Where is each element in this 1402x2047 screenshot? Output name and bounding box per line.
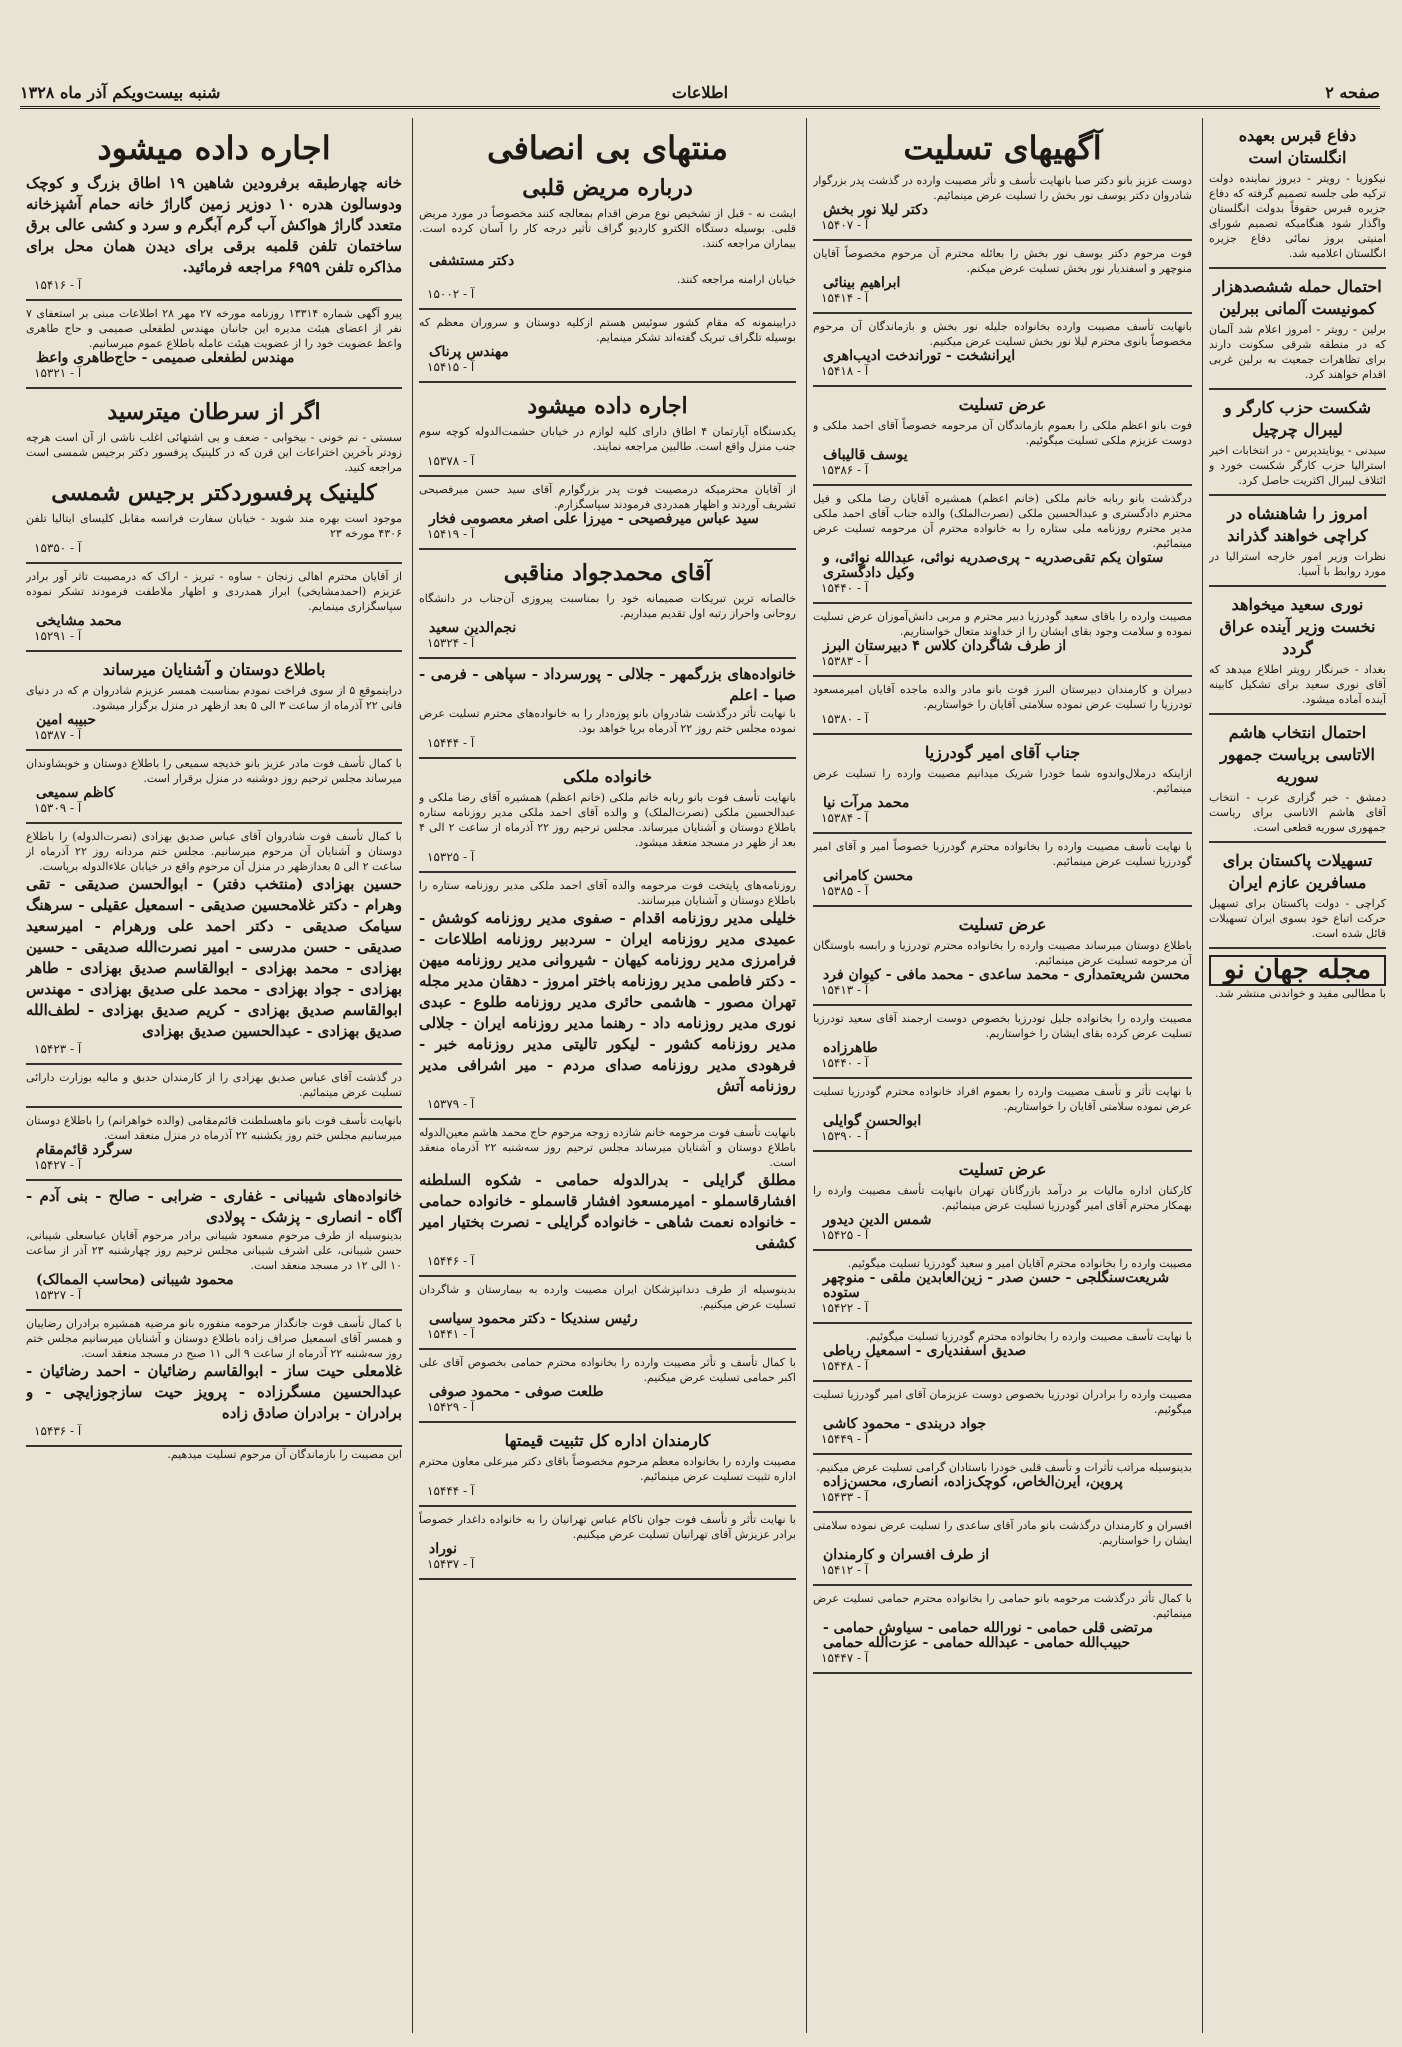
ad-body: بدینوسیله از طرف دندانپزشکان ایران مصیبت وارده به بیمارستان و شاگردان تسلیت عرض میکنیم. xyxy=(419,1283,796,1311)
ad-code: ۱۵۴۲۵ - آ xyxy=(821,1228,869,1242)
news-body: کراچی - دولت پاکستان برای تسهیل حرکت اتباع خود بسوی ایران تسهیلات قائل شده است. xyxy=(1209,897,1386,940)
magazine-ad-body: با مطالبی مفید و خواندنی منتشر شد. xyxy=(1215,987,1386,1000)
ad-title: منتهای بی انصافی xyxy=(486,129,729,167)
ad-signature: مهندس پرناک xyxy=(429,344,509,360)
ad-list: خلیلی مدیر روزنامه اقدام - صفوی مدیر روزنامه کوشش - عمیدی مدیر روزنامه ایران - سردبیر روزنامه اطلاعات - فرامرزی مدیر روزنامه کیهان - شیروانی مدیر روزنامه میهن - دکتر فاطمی مدیر روزنامه باختر امروز - دهقان مدیر مجله تهران مصور - هاشمی حائری مدیر روزنامه طلوع - عبدی نوری مدیر روزنامه داد - رهنما مدیر روزنامه ایران - جلالی مدیر روزنامه کشور - لیکور تالیتی مدیر روزنامه خبر - فرهودی مدیر روزنامه صدای مردم - میر اشرافی مدیر روزنامه آتش xyxy=(419,909,796,1095)
ad-signature: محمد مشایخی xyxy=(36,613,122,629)
ad-body: مصیبت وارده را برادران تودرزیا بخصوص دوست عزیزمان آقای امیر گودرزیا تسلیت میگوئیم. xyxy=(813,1388,1192,1416)
ad-block xyxy=(813,1455,1192,1513)
ad-code: ۱۵۴۲۲ - آ xyxy=(821,1301,869,1315)
news-headline: نوری سعید میخواهد نخست وزیر آینده عراق گردد xyxy=(1219,595,1376,658)
ad-code: ۱۵۳۵۰ - آ xyxy=(34,541,82,555)
ad-block xyxy=(419,1277,796,1350)
page-header xyxy=(20,78,1380,109)
news-body: سیدنی - یونایتدپرس - در انتخابات اخیر استرالیا حزب کارگر شکست خورد و ائتلاف لیبرال اکثریت حاصل کرد. xyxy=(1209,444,1386,487)
ad-signature: رئیس سندیکا - دکتر محمود سیاسی xyxy=(429,1311,638,1327)
ad-body: بدینوسیله مراتب تأثرات و تأسف قلبی خودرا باستادان گرامی تسلیت عرض میکنیم. xyxy=(816,1461,1192,1474)
ad-signature: ابوالحسن گوایلی xyxy=(823,1113,922,1129)
news-headline: شکست حزب کارگر و لیبرال چرچیل xyxy=(1223,398,1372,439)
page-number: صفحه ۲ xyxy=(1325,82,1380,102)
ad-block xyxy=(419,477,796,550)
ad-code: ۱۵۲۹۱ - آ xyxy=(34,629,82,643)
ad-code: ۱۵۴۴۷ - آ xyxy=(821,1651,869,1665)
ad-code: ۱۵۳۰۹ - آ xyxy=(34,801,82,815)
ad-block xyxy=(26,301,402,389)
ad-block xyxy=(26,118,402,301)
ad-code: ۱۵۳۸۴ - آ xyxy=(821,811,869,825)
ad-block xyxy=(813,241,1192,314)
ad-code: ۱۵۴۱۵ - آ xyxy=(427,360,475,374)
ad-block xyxy=(419,1350,796,1423)
ad-body: بانهایت تأسف فوت بانو ربابه خانم ملکی (خانم اعظم) همشیره آقای رضا ملکی و عبدالحسین ملکی (نصرت‌الملک) و والده آقای احمد ملکی مدیر روزنامه ستاره باطلاع دوستان و آشنایان میرساند. مجلس ترحیم روز ۲۲ آذرماه از ساعت ۲ الی ۴ بعد از ظهر در مسجد منعقد میشود. xyxy=(419,791,796,849)
ad-signature: ایرانشخت - توراندخت ادیب‌اهری xyxy=(823,348,1016,364)
ad-block xyxy=(26,389,402,564)
ad-title: خانواده ملکی xyxy=(562,767,653,786)
ad-body: روزنامه‌های پایتخت فوت مرحومه والده آقای احمد ملکی مدیر روزنامه ستاره را باطلاع دوستان و آشنایان میرسانند. xyxy=(419,879,796,907)
ad-code: ۱۵۳۹۰ - آ xyxy=(821,1129,869,1143)
news-item xyxy=(1209,715,1386,843)
ad-block xyxy=(813,486,1192,604)
ad-signature: ستوان یکم تقی‌صدریه - پری‌صدریه نوائی، عبدالله نوائی، و وکیل دادگستری xyxy=(823,550,1164,581)
ad-body: با نهایت تأثر درگذشت شادروان بانو پوزه‌دار را به خانواده‌های محترم تسلیت عرض نموده مجلس ختم روز ۲۲ آذرماه برپا خواهد بود. xyxy=(419,707,796,735)
ad-code: ۱۵۳۲۱ - آ xyxy=(34,366,82,380)
news-body: برلین - رویتر - امروز اعلام شد آلمان که در منطقه شرقی سکونت دارند برای تظاهرات جمعیت به برلین غربی اقدام خواهند کرد. xyxy=(1209,323,1386,381)
ad-body: کارکنان اداره مالیات بر درآمد بازرگانان تهران بانهایت تأسف مصیبت وارده را بهمکار محترم آقای امیر گودرزیا تسلیت عرض مینمائیم. xyxy=(813,1184,1192,1212)
ad-code: ۱۵۳۲۵ - آ xyxy=(427,850,475,864)
issue-date: شنبه بیست‌ویکم آذر ماه ۱۳۲۸ xyxy=(20,82,221,102)
ad-signature: محسن کامرانی xyxy=(823,868,914,884)
ad-body: دبیران و کارمندان دبیرستان البرز فوت بانو مادر والده ماجده آقایان امیرمسعود تودرزیا را تسلیت عرض نموده سلامتی آقایان را خواستاریم. xyxy=(813,683,1192,711)
ad-code: ۱۵۴۱۸ - آ xyxy=(821,364,869,378)
ad-signature: یوسف قالیباف xyxy=(823,447,908,463)
ad-title: خانواده‌های شیبانی - غفاری - ضرابی - صالح - بنی آدم - آگاه - انصاری - پزشک - پولادی xyxy=(26,1187,402,1226)
section-title: آگهیهای تسلیت xyxy=(903,129,1102,167)
ad-block xyxy=(26,824,402,1065)
ad-title: جناب آقای امیر گودرزیا xyxy=(924,743,1081,762)
ad-title: اجاره داده میشود xyxy=(527,393,688,419)
ad-block xyxy=(813,834,1192,907)
ad-body: در گذشت آقای عباس صدیق بهزادی را از کارمندان حدیق و مالیه بوزارت دارائی تسلیت عرض مینمائیم. xyxy=(26,1071,402,1099)
condolence-column xyxy=(806,118,1198,2033)
ad-body: مصیبت وارده را بخانواده محترم آقایان امیر و سعید گودرزیا تسلیت میگوئیم. xyxy=(847,1257,1192,1270)
clinic-title: کلینیک پرفسوردکتر برجیس شمسی xyxy=(51,480,377,506)
ad-signature: طلعت صوفی - محمود صوفی xyxy=(429,1384,604,1400)
ad-signature: ابراهیم بینائی xyxy=(823,275,901,291)
ad-code: ۱۵۴۰۷ - آ xyxy=(821,218,869,232)
ad-body: با نهایت تأثر و تأسف فوت جوان ناکام عباس تهرانیان را به خانواده داغدار خصوصاً برادر عزیزش آقای تهرانیان تسلیت عرض میکنیم. xyxy=(419,1513,796,1541)
ad-block xyxy=(813,1006,1192,1079)
ad-body: با کمال تأسف فوت مادر عزیز بانو خدیجه سمیعی را باطلاع دوستان و خویشاوندان میرساند مجلس ترحیم روز دوشنبه در منزل برقرار است. xyxy=(26,757,402,785)
ad-signature: از طرف افسران و کارمندان xyxy=(823,1547,990,1563)
ad-list: مطلق گرایلی - بدرالدوله حمامی - شکوه السلطنه افشارقاسملو - امیرمسعود افشار قاسملو - خانواده حمامی - خانواده نعمت شاهی - خانواده گرایلی - نصرت بختیار امیر کشفی xyxy=(419,1171,796,1252)
ad-title: اگر از سرطان میترسید xyxy=(107,399,321,425)
ad-body: دوست عزیز بانو دکتر صبا بانهایت تأسف و تأثر مصیبت وارده در گذشت پدر بزرگوار شادروان دکتر یوسف نور بخش را تسلیت عرض مینمائیم. xyxy=(813,174,1192,202)
ad-body: ازاینکه درملال‌واندوه شما خودرا شریک میدانیم مصیبت وارده را تسلیت عرض مینمائیم. xyxy=(813,767,1192,795)
ad-block xyxy=(419,759,796,873)
ad-code: ۱۵۴۴۴ - آ xyxy=(427,736,475,750)
ad-list: غلامعلی حیت ساز - ابوالقاسم رضائیان - احمد رضائیان - عبدالحسین مسگرزاده - پرویز حیت سازجوزایچی - و برادران - برادران صادق زاده xyxy=(26,1362,402,1422)
ad-code: ۱۵۳۲۷ - آ xyxy=(34,1288,82,1302)
ad-body: یکدستگاه آپارتمان ۴ اطاق دارای کلیه لوازم در خیابان حشمت‌الدوله کوچه سوم جنب منزل واقع است. طالبین مراجعه نمایند. xyxy=(419,425,796,453)
ad-subtitle: درباره مریض قلبی xyxy=(522,175,693,201)
ad-signature: حبیبه امین xyxy=(36,712,96,728)
ad-body: دراینموقع ۵ از سوی فراخت نمودم بمناسبت همسر عزیزم شادروان م که در دنیای فانی ۲۲ آذرماه از ساعت ۳ الی ۵ بعد ازظهر در منزل برگزار میشود. xyxy=(26,684,402,712)
ad-address: خیابان ارامنه مراجعه کنند. xyxy=(676,273,796,286)
ad-body: فوت بانو اعظم ملکی را بعموم بازماندگان آن مرحومه خصوصاً آقای احمد ملکی و دوست عزیزم ملکی تسلیت میگوئیم. xyxy=(813,419,1192,447)
news-headline: احتمال انتخاب هاشم الاتاسی بریاست جمهور سوریه xyxy=(1219,723,1375,786)
ad-block xyxy=(813,1251,1192,1324)
news-body: نیکوزیا - رویتر - دیروز نماینده دولت ترکیه طی جلسه تصمیم گرفته که دفاع جزیره قبرس حقوقاً بدولت انگلستان واگذار شود هنگامیکه تصمیم شورای امنیتی بروز نمائی دفاع جزیره انگلستان اعلامیه شد. xyxy=(1209,172,1386,260)
ad-signature: مهندس لطفعلی صمیمی - حاج‌طاهری واعظ xyxy=(36,350,295,366)
news-item xyxy=(1209,587,1386,715)
ad-block xyxy=(419,550,796,659)
ad-code: ۱۵۳۸۵ - آ xyxy=(821,884,869,898)
ad-signature: مرتضی قلی حمامی - نورالله حمامی - سیاوش حمامی - حبیب‌الله حمامی - عبدالله حمامی - عزت‌الله حمامی xyxy=(823,1620,1154,1651)
ad-code: ۱۵۴۴۸ - آ xyxy=(821,1359,869,1373)
ad-body: بانهایت تأسف مصیبت وارده بخانواده جلیله نور بخش و بازماندگان آن مرحوم مخصوصاً بانوی محترم لیلا نور بخش تسلیت عرض میکنیم. xyxy=(813,320,1192,348)
closing-note: این مصیبت را بازماندگان آن مرحوم تسلیت میدهیم. xyxy=(167,1448,402,1461)
ad-block xyxy=(813,1382,1192,1455)
ad-title: عرض تسلیت xyxy=(958,395,1047,414)
ad-title: اجاره داده میشود xyxy=(97,129,331,167)
ad-code: ۱۵۴۳۳ - آ xyxy=(821,1490,869,1504)
ad-body: باطلاع دوستان میرساند مصیبت وارده را بخانواده محترم تودرزیا و رابسه باوستگان آن مرحومه تسلیت عرض مینمائیم. xyxy=(813,939,1192,967)
ad-signature: صدیق اسفندیاری - اسمعیل رباطی xyxy=(823,1343,1027,1359)
ad-code: ۱۵۳۸۳ - آ xyxy=(821,654,869,668)
ad-code: ۱۵۴۱۳ - آ xyxy=(821,983,869,997)
ad-signature: جواد دربندی - محمود کاشی xyxy=(823,1416,987,1432)
ad-code: ۱۵۴۴۰ - آ xyxy=(821,581,869,595)
ad-block xyxy=(813,118,1192,241)
ad-signature: پروین، ایرن‌الخاص، کوچک‌زاده، انصاری، محسن‌زاده xyxy=(823,1474,1123,1490)
ads-column-left xyxy=(20,118,408,2033)
ad-code: ۱۵۴۱۶ - آ xyxy=(34,278,82,292)
ad-body: با نهایت تأسف مصیبت وارده را بخانواده محترم گودرزیا خصوصاً امیر و آقای امیر گودرزیا تسلیت عرض مینمائیم. xyxy=(813,840,1192,868)
ad-signature: دکتر لیلا نور بخش xyxy=(823,202,928,218)
ad-block xyxy=(26,1181,402,1311)
news-body: نظرات وزیر امور خارجه استرالیا در مورد روابط با آسیا. xyxy=(1209,550,1386,578)
clinic-address: موجود است بهره مند شوید - خیابان سفارت فرانسه مقابل کلیسای ایتالیا تلفن ۴۳۰۶ مورخه ۲۳ xyxy=(26,512,402,540)
ad-block xyxy=(813,907,1192,1006)
ad-block xyxy=(813,314,1192,387)
ad-body: بدینوسیله از طرف مرحوم مسعود شیبانی برادر مرحوم آقایان عباسعلی شیبانی، حسن شیبانی، علی اشرف شیبانی مجلس ترحیم روز چهارشنبه ۲۳ آذر از ساعت ۱۰ الی ۱۲ در مسجد منعقد است. xyxy=(26,1229,402,1272)
ad-block xyxy=(26,751,402,824)
ad-body: افسران و کارمندان درگذشت بانو مادر آقای ساعدی را تسلیت عرض نموده سلامتی ایشان را خواستاریم. xyxy=(813,1519,1192,1547)
ad-body: با نهایت تأسف مصیبت وارده را بخانواده محترم گودرزیا تسلیت میگوئیم. xyxy=(865,1330,1192,1343)
news-body: دمشق - خبر گزاری عرب - انتخاب آقای هاشم الاتاسی برای ریاست جمهوری سوریه قطعی است. xyxy=(1209,791,1386,834)
ad-signature: سرگرد قائم‌مقام xyxy=(36,1142,133,1158)
ad-block xyxy=(419,1507,796,1580)
ad-block xyxy=(813,1513,1192,1586)
ad-body: با کمال تأسف و تأثر مصیبت وارده را بخانواده محترم حمامی بخصوص آقای علی اکبر حمامی تسلیت عرض میکنیم. xyxy=(419,1356,796,1384)
ad-code: ۱۵۴۴۶ - آ xyxy=(427,1254,475,1268)
ad-signature: سید عباس میرفصیحی - میرزا علی اصغر معصومی فخار xyxy=(429,511,759,527)
ad-body: درگذشت بانو ربابه خانم ملکی (خانم اعظم) همشیره آقایان رضا ملکی و فیل محترم دادگستری و عبدالحسین ملکی (نصرت‌الملک) والده جناب آقای احمد ملکی مدیر محترم روزنامه ملی ستاره را به خانواده محترم آن مرحومه تسلیت عرض مینمائیم. xyxy=(813,492,1192,550)
ad-title: باطلاع دوستان و آشنایان میرساند xyxy=(102,660,326,679)
ad-block xyxy=(419,659,796,759)
ad-code: ۱۵۳۸۶ - آ xyxy=(821,463,869,477)
ad-signature: طاهرزاده xyxy=(823,1040,878,1056)
ad-signature: نوراد xyxy=(429,1541,458,1557)
magazine-ad-title: مجله جهان نو xyxy=(1209,955,1386,986)
ad-signature: شمس الدین دیدور xyxy=(823,1212,932,1228)
ad-code: ۱۵۳۸۰ - آ xyxy=(821,712,869,726)
ad-title: عرض تسلیت xyxy=(958,915,1047,934)
ad-body: بانهایت تأسف فوت بانو ماهسلطنت قائم‌مقامی (والده خواهرانم) را باطلاع دوستان میرسانیم مجلس ختم روز یکشنبه ۲۲ آذرماه در منزل منعقد است. xyxy=(26,1114,402,1142)
news-item xyxy=(1209,390,1386,496)
news-item xyxy=(1209,843,1386,949)
news-item xyxy=(1209,496,1386,587)
ad-code: ۱۵۳۸۷ - آ xyxy=(34,728,82,742)
ad-body: با کمال تأسف فوت شادروان آقای عباس صدیق بهزادی (نصرت‌الدوله) را باطلاع دوستان و آشنایان آن مرحوم میرسانیم. مجلس ختم مردانه روز ۲۲ آذرماه از ساعت ۲ الی ۵ بعدازظهر در منزل آن مرحوم واقع در خیابان علاءالدوله برپاست. xyxy=(26,830,402,873)
ad-block xyxy=(813,1152,1192,1251)
ad-code: ۱۵۴۴۹ - آ xyxy=(821,1432,869,1446)
ad-code: ۱۵۰۰۲ - آ xyxy=(427,287,475,301)
ad-block xyxy=(26,1108,402,1181)
ad-body: فوت مرحوم دکتر یوسف نور بخش را بعائله محترم آن مرحوم مخصوصاً آقایان منوچهر و اسفندیار نور بخش تسلیت عرض میکنم. xyxy=(813,247,1192,275)
ad-block xyxy=(813,1586,1192,1674)
news-column xyxy=(1202,118,1392,2033)
ad-body: مصیبت وارده را بخانواده معظم مرحوم مخصوصاً باقای دکتر میرعلی معاون محترم اداره تثبیت تسلیت عرض مینمائیم. xyxy=(419,1455,796,1483)
ad-title: خانواده‌های بزرگمهر - جلالی - پورسرداد - سپاهی - فرمی - صبا - اعلم xyxy=(419,665,796,704)
ad-code: ۱۵۳۷۸ - آ xyxy=(427,454,475,468)
ad-code: ۱۵۴۲۳ - آ xyxy=(34,1042,82,1056)
ad-block xyxy=(26,1311,402,1447)
ad-code: ۱۵۴۱۹ - آ xyxy=(427,527,475,541)
ad-body: پیرو آگهی شماره ۱۳۳۱۴ روزنامه مورخه ۲۷ مهر ۲۸ اطلاعات مبنی بر استعفای ۷ نفر از اعضای هیئت مدیره این جانبان مهندس لطفعلی صمیمی و حاج طاهری واعظ عضویت خود را از عضویت هیئت عامله باطلاع عموم میرسانیم. xyxy=(26,307,402,350)
ad-block xyxy=(813,735,1192,834)
news-headline: تسهیلات پاکستان برای مسافرین عازم ایران xyxy=(1222,851,1373,892)
ad-title: آقای محمدجواد مناقبی xyxy=(503,560,712,586)
ad-body: از آقایان محترم اهالی زنجان - ساوه - تبریز - اراک که درمصیبت تاثر آور برادر عزیزم (احمد‌مشایخی) ابراز همدردی و اظهار ملاطفت فرمودند تشکر نموده سپاسگزاری مینمایم. xyxy=(26,570,402,613)
ad-signature: محسن شریعتمداری - محمد ساعدی - محمد مافی - کیوان فرد xyxy=(823,967,1190,983)
ad-signature: محمود شیبانی (محاسب الممالک) xyxy=(36,1272,234,1288)
ad-code: ۱۵۳۷۹ - آ xyxy=(427,1097,475,1111)
ad-block xyxy=(419,1423,796,1507)
ad-code: ۱۵۴۴۴ - آ xyxy=(427,1484,475,1498)
ad-block xyxy=(813,1324,1192,1382)
ad-body: ایشت نه - قبل از تشخیص نوع مرض اقدام بمعالجه کنند مخصوصاً در مورد مریض قلبی. بوسیله دستگاه الکترو کاردیو گراف تأثیر درجه کار را آسان کرده است. بیماران مراجعه کنند. xyxy=(419,207,796,250)
ad-code: ۱۵۴۱۲ - آ xyxy=(821,1563,869,1577)
ad-signature: محمد مرآت نیا xyxy=(823,795,910,811)
ad-code: ۱۵۴۴۱ - آ xyxy=(427,1327,475,1341)
ad-code: ۱۵۴۲۷ - آ xyxy=(34,1158,82,1172)
ad-signature: کاظم سمیعی xyxy=(36,785,115,801)
ad-block xyxy=(419,1120,796,1277)
ad-block xyxy=(419,118,796,310)
ad-signature: نجم‌الدین سعید xyxy=(429,620,517,636)
ad-code: ۱۵۳۲۴ - آ xyxy=(427,636,475,650)
news-item xyxy=(1209,269,1386,390)
ad-block xyxy=(813,387,1192,486)
ad-body: سستی - نم خونی - بیخوابی - ضعف و بی اشتهائی اغلب ناشی از آن است هرچه زودتر بآخرین اختراعات این قرن که در کلینیک پرفسور دکتر برجیس شمسی است مراجعه کنید. xyxy=(26,431,402,474)
ad-code: ۱۵۴۴۰ - آ xyxy=(821,1056,869,1070)
news-item xyxy=(1209,118,1386,269)
news-headline: دفاع قبرس بعهده انگلستان است xyxy=(1238,126,1357,167)
ad-block xyxy=(26,564,402,652)
ad-body: مصیبت وارده را باقای سعید گودرزیا دبیر محترم و مربی دانش‌آموزان عرض تسلیت نموده و سلامت وجود بقای ایشان را از خداوند متعال خواستاریم. xyxy=(813,610,1192,638)
ad-block xyxy=(26,652,402,751)
ad-body: با کمال تأسف فوت جانگداز مرحومه منفوره بانو مرضیه همشیره برادران رضاییان و همسر آقای اسمعیل صراف زاده باطلاع دوستان و آشنایان میرسانیم مجلس ختم روز سه‌شنبه ۲۲ آذرماه از ساعت ۹ الی ۱۱ صبح در مسجد منعقد است. xyxy=(26,1317,402,1360)
ad-block xyxy=(26,1065,402,1108)
news-body: بغداد - خبرنگار رویتر اطلاع میدهد که آقای نوری سعید برای تشکیل کابینه آینده آماده میشود. xyxy=(1209,663,1386,706)
ad-code: ۱۵۴۱۴ - آ xyxy=(821,291,869,305)
ad-title: کارمندان اداره کل تثبیت قیمتها xyxy=(504,1431,711,1450)
ad-block xyxy=(813,604,1192,677)
ad-signature: دکتر مستشفی xyxy=(429,253,515,269)
ad-list: حسین بهزادی (منتخب دفتر) - ابوالحسن صدیقی - تقی وهرام - دکتر غلامحسین صدیقی - اسمعیل عقیلی - سرهنگ سیامک صدیقی - دکتر احمد علی ورهرام - امیرسعید صدیقی - حسن مدرسی - امیر نصرت‌الله صدیقی - حسین بهزادی - محمد بهزادی - ابوالقاسم صدیق بهزادی - طاهر بهزادی - جواد بهزادی - محمد علی صدیق بهزادی - مهندس ابوالقاسم صدیق بهزادی - کریم صدیق بهزادی - لطف‌الله صدیق بهزادی - عبدالحسین صدیق بهزادی xyxy=(26,875,402,1040)
ad-block xyxy=(419,310,796,383)
ad-signature: از طرف شاگردان کلاس ۴ دبیرستان البرز xyxy=(823,638,1067,654)
ad-block xyxy=(813,1079,1192,1152)
ad-code: ۱۵۴۳۷ - آ xyxy=(427,1557,475,1571)
ad-block xyxy=(419,873,796,1120)
ad-body: با نهایت تأثر و تأسف مصیبت وارده را بعموم افراد خانواده محترم گودرزیا تسلیت عرض نموده سلامتی آقایان را خواستاریم. xyxy=(813,1085,1192,1113)
news-headline: احتمال حمله ششصدهزار کمونیست آلمانی ببرلین xyxy=(1213,277,1382,318)
paper-name: اطلاعات xyxy=(671,82,729,102)
ad-body: با کمال تأثر درگذشت مرحومه بانو حمامی را بخانواده محترم حمامی تسلیت عرض مینمائیم. xyxy=(813,1592,1192,1620)
ad-code: ۱۵۴۳۶ - آ xyxy=(34,1424,82,1438)
ad-body: از آقایان محترمیکه درمصیبت فوت پدر بزرگوارم آقای سید حسن میرفصیحی تشریف آوردند و اظهار همدردی فرمودند سپاسگزارم. xyxy=(419,483,796,511)
ad-body: خالصانه ترین تبریکات صمیمانه خود را بمناسبت پیروزی آن‌جناب در دانشگاه روحانی واحراز رتبه اول تقدیم میداریم. xyxy=(419,592,796,620)
ad-block xyxy=(419,383,796,477)
ad-body: مصیبت وارده را بخانواده جلیل تودرزیا بخصوص دوست ارجمند آقای سعید تودرزیا تسلیت عرض کرده بقای ایشان را خواستاریم. xyxy=(813,1012,1192,1040)
ad-title: عرض تسلیت xyxy=(958,1160,1047,1179)
news-headline: امروز را شاهنشاه در کراچی خواهند گذراند xyxy=(1227,504,1368,545)
ad-code: ۱۵۴۲۹ - آ xyxy=(427,1400,475,1414)
ad-block xyxy=(813,677,1192,735)
ad-body: بانهایت تأسف فوت مرحومه خانم شازده زوجه مرحوم حاج محمد هاشم معین‌الدوله باطلاع دوستان و آشنایان میرساند مجلس ترحیم روز سه‌شنبه ۲۲ آذرماه منعقد است. xyxy=(419,1126,796,1169)
ads-column-center xyxy=(412,118,802,2033)
ad-body: درایینمونه که مقام کشور سوئیس هستم ازکلیه دوستان و سروران معظم که بوسیله تلگراف تبریک گفته‌اند تشکر مینمایم. xyxy=(419,316,796,344)
ad-body: خانه چهارطبقه برفرودین شاهین ۱۹ اطاق بزرگ و کوچک ودوسالون هدره ۱۰ دوزیر زمین گاراژ خانه حمام آشپزخانه متعدد گاراژ هواکش آب گرم آبگرم و سرد و کشی عالی برق ساختمان تلفن قلمبه برقی برای دیدن همان محل برای مذاکره تلفن ۶۹۵۹ مراجعه فرمائید. xyxy=(26,174,402,276)
ad-signature: شریعت‌سنگلجی - حسن صدر - زین‌العابدین ملقی - منوچهر ستوده xyxy=(823,1270,1170,1301)
